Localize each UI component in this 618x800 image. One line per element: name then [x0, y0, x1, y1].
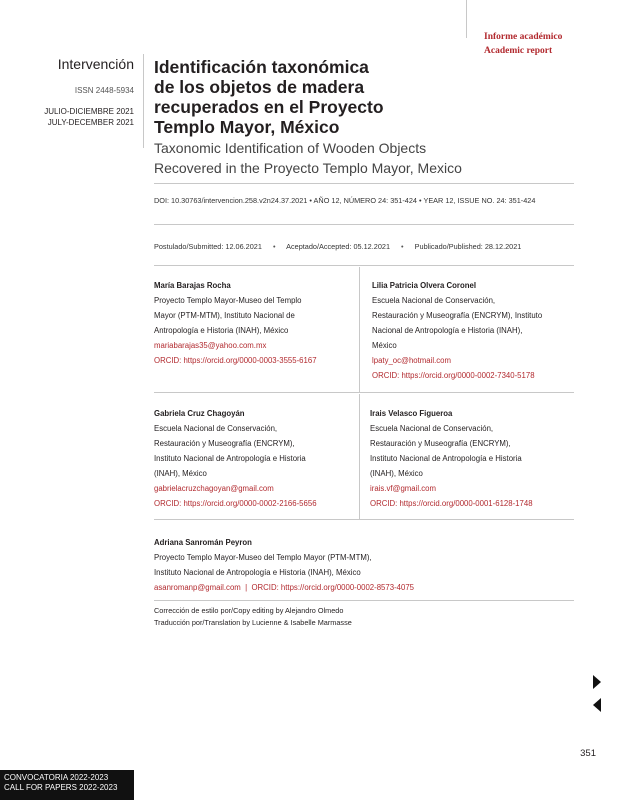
author-affiliation: Restauración y Museografía (ENCRYM), — [154, 439, 295, 448]
author-orcid-link[interactable]: ORCID: https://orcid.org/0000-0002-2166-5656 — [154, 499, 317, 508]
dates-separator — [154, 265, 574, 266]
title-en-line: Taxonomic Identification of Wooden Objects — [154, 140, 427, 156]
period-en: JULY-DECEMBER 2021 — [47, 118, 134, 127]
author-affiliation: Proyecto Templo Mayor-Museo del Templo — [154, 296, 302, 305]
article-title-es — [154, 57, 454, 137]
journal-name: Intervención — [57, 56, 134, 72]
title-en-line: Recovered in the Proyecto Templo Mayor, Mexico — [154, 160, 462, 176]
author-email-link[interactable]: irais.vf@gmail.com — [370, 484, 436, 493]
author-affiliation: Escuela Nacional de Conservación, — [370, 424, 494, 433]
author-name: Gabriela Cruz Chagoyán — [154, 409, 245, 418]
doi-line[interactable]: DOI: 10.30763/intervencion.258.v2n24.37.2021 • AÑO 12, NÚMERO 24: 351-424 • YEAR 12, ISSUE NO. 24: 351-424 — [154, 196, 536, 205]
author-affiliation: Antropología e Historia (INAH), México — [154, 326, 289, 335]
journal-period — [44, 106, 134, 128]
title-separator — [154, 183, 574, 184]
author-affiliation: Instituto Nacional de Antropología e Historia — [370, 454, 522, 463]
author-email-link[interactable]: mariabarajas35@yahoo.com.mx — [154, 341, 267, 350]
author-affiliation: Instituto Nacional de Antropología e Historia (INAH), México — [154, 568, 361, 577]
author-column-divider-2 — [359, 394, 360, 519]
author-orcid-link[interactable]: ORCID: https://orcid.org/0000-0003-3555-6167 — [154, 356, 317, 365]
author-affiliation: Escuela Nacional de Conservación, — [372, 296, 496, 305]
author-block — [372, 278, 582, 383]
author-orcid-link[interactable]: ORCID: https://orcid.org/0000-0001-6128-1748 — [370, 499, 533, 508]
doi-separator — [154, 224, 574, 225]
title-es-line: Identificación taxonómica — [154, 57, 369, 77]
author-column-divider-1 — [359, 267, 360, 392]
cfp-label-es: CONVOCATORIA 2022-2023 — [4, 773, 109, 782]
section-label-es: Informe académico — [484, 32, 563, 42]
author-name: María Barajas Rocha — [154, 281, 231, 290]
credits-separator — [154, 600, 574, 601]
call-for-papers-badge[interactable] — [0, 770, 134, 800]
author-affiliation: México — [372, 341, 397, 350]
date-separator: • — [272, 242, 276, 251]
authors-row-separator-1 — [154, 392, 574, 393]
author-name: Irais Velasco Figueroa — [370, 409, 453, 418]
section-label-en: Academic report — [484, 46, 553, 56]
author-block — [154, 278, 354, 368]
author-name: Adriana Sanromán Peyron — [154, 538, 252, 547]
author-affiliation: Nacional de Antropología e Historia (INAH), — [372, 326, 523, 335]
title-es-line: Templo Mayor, México — [154, 117, 340, 137]
author-affiliation: Restauración y Museografía (ENCRYM), Instituto — [372, 311, 543, 320]
author-affiliation: (INAH), México — [154, 469, 207, 478]
author-name: Lilia Patricia Olvera Coronel — [372, 281, 476, 290]
title-es-line: recuperados en el Proyecto — [154, 97, 384, 117]
page-number: 351 — [580, 748, 596, 759]
author-block — [154, 406, 354, 511]
submission-dates — [154, 242, 521, 251]
author-affiliation: Escuela Nacional de Conservación, — [154, 424, 278, 433]
triangle-right-icon[interactable] — [593, 675, 601, 689]
left-column-divider — [143, 54, 144, 148]
date-separator: • — [401, 242, 404, 251]
top-divider-line — [466, 0, 467, 38]
issn: ISSN 2448-5934 — [74, 86, 134, 95]
author-orcid-link[interactable]: ORCID: https://orcid.org/0000-0002-7340-5178 — [372, 371, 535, 380]
title-es-line: de los objetos de madera — [154, 77, 365, 97]
author-affiliation: Instituto Nacional de Antropología e Historia — [154, 454, 306, 463]
author-affiliation: (INAH), México — [370, 469, 423, 478]
author-affiliation: Mayor (PTM-MTM), Instituto Nacional de — [154, 311, 295, 320]
author-email-link[interactable]: lpaty_oc@hotmail.com — [372, 356, 451, 365]
accepted-date: Aceptado/Accepted: 05.12.2021 — [286, 242, 391, 251]
article-title-en — [154, 138, 494, 178]
section-label — [484, 30, 562, 58]
author-affiliation: Proyecto Templo Mayor-Museo del Templo Mayor (PTM-MTM), — [154, 553, 372, 562]
submitted-date: Postulado/Submitted: 12.06.2021 — [154, 242, 262, 251]
period-es: JULIO-DICIEMBRE 2021 — [44, 107, 134, 116]
author-block — [370, 406, 580, 511]
published-date: Publicado/Published: 28.12.2021 — [414, 242, 522, 251]
copy-editing-credit: Corrección de estilo por/Copy editing by Alejandro Olmedo — [154, 606, 344, 615]
cfp-label-en: CALL FOR PAPERS 2022-2023 — [4, 783, 118, 792]
author-email-link[interactable]: gabrielacruzchagoyan@gmail.com — [154, 484, 274, 493]
authors-row-separator-2 — [154, 519, 574, 520]
author-affiliation: Restauración y Museografía (ENCRYM), — [370, 439, 511, 448]
translation-credit: Traducción por/Translation by Lucienne & Isabelle Marmasse — [154, 618, 352, 627]
author-block — [154, 535, 574, 595]
author-email-orcid-link[interactable]: asanromanp@gmail.com | ORCID: https://orcid.org/0000-0002-8573-4075 — [154, 583, 415, 592]
credits — [154, 605, 352, 629]
triangle-left-icon[interactable] — [593, 698, 601, 712]
